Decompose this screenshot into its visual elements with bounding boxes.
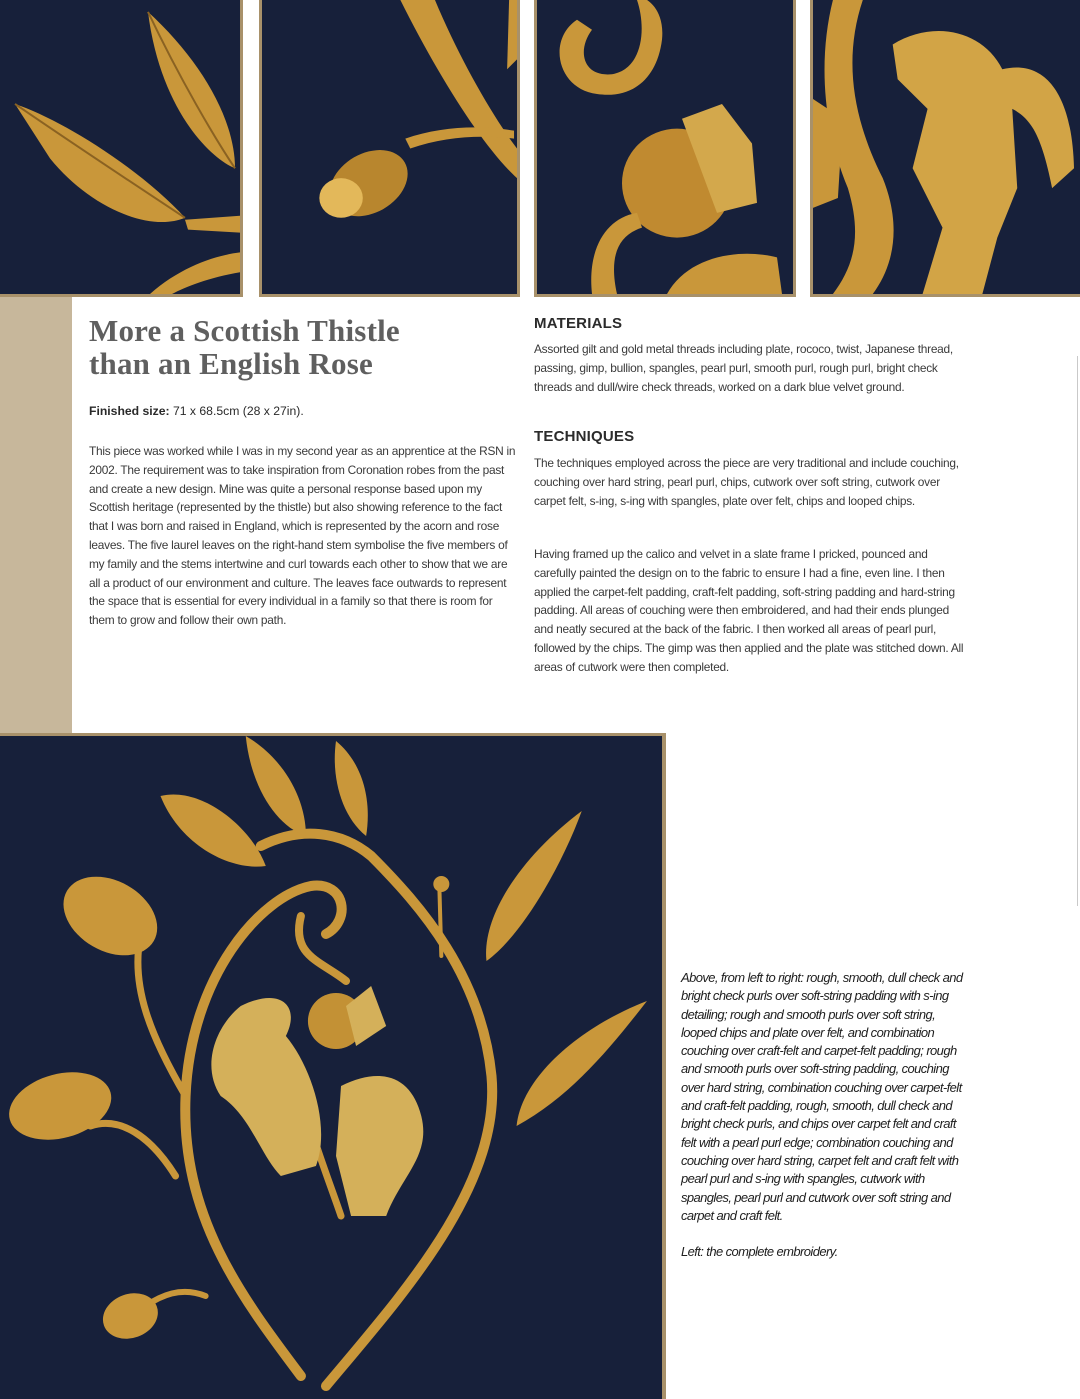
thistle-leaf-right <box>336 1076 423 1216</box>
finished-size-value: 71 x 68.5cm (28 x 27in). <box>169 404 304 418</box>
stem-shape <box>400 0 517 178</box>
caption-above: Above, from left to right: rough, smooth, dull check and bright check purls over soft-string padding with s-ing detailing; rough and smooth purls over soft string, looped chips and plate over felt, and combination couching over craft-felt and carpet-felt padding; rough and smooth purls over soft-string padding, couching over hard string, combination couching over carpet-felt and craft-felt padding, rough, smooth, dull check and bright check purls, and chips over carpet felt and craft felt with a pearl purl edge; combination couching and couching over hard string, carpet felt and craft felt with pearl purl and s-ing with spangles, cutwork with spangles, pearl purl and cutwork over soft string and carpet and craft felt. <box>681 970 963 1223</box>
acorn <box>96 1286 164 1346</box>
laurel-leaf <box>160 794 265 866</box>
detail-photo-thistle-head <box>534 0 796 297</box>
stem-shape <box>185 216 240 233</box>
acorn-embroidery-image <box>262 0 517 294</box>
laurel-leaf <box>335 741 368 836</box>
thistle-leaf-left <box>211 998 321 1176</box>
complete-embroidery-image <box>0 736 662 1399</box>
finished-size-label: Finished size: <box>89 404 170 418</box>
photo-caption <box>681 969 971 1261</box>
acorn-nut <box>319 178 362 218</box>
complete-embroidery-photo <box>0 733 666 1399</box>
title-line-2: than an English Rose <box>89 346 373 381</box>
leaves-embroidery-image <box>0 0 240 294</box>
leaf-shape <box>148 12 235 168</box>
caption-left: Left: the complete embroidery. <box>681 1244 838 1260</box>
stem-shape <box>591 213 642 294</box>
bud-stem <box>138 936 186 1096</box>
scroll-shape <box>560 0 663 95</box>
stem-shape <box>507 0 517 69</box>
bud-knob <box>433 876 449 892</box>
techniques-text: The techniques employed across the piece are very traditional and include couching, couching over hard string, pearl purl, chips, cutwork over soft string, cutwork over carpet felt, s-ing, s-ing with spangles, plate over felt, chips and looped chips. <box>534 456 959 508</box>
laurel-leaf <box>517 1001 647 1126</box>
story-paragraph: This piece was worked while I was in my second year as an apprentice at the RSN in 2002. The requirement was to take inspiration from Coronation robes from the past and create a new design. Mine was quite a personal response based upon my Scottish heritage (represented by the thistle) but also showing reference to the fact that I was born and raised in England, which is represented by the acorn and rose leaves. The five laurel leaves on the right-hand stem symbolise the five members of my family and the stems intertwine and curl towards each other to show that we are all a product of our environment and culture. The leaves face outwards to represent the space that is essential for every individual in a family so that there is room for them to grow and follow their own path. <box>89 444 516 628</box>
article-title <box>89 314 519 380</box>
materials-heading: MATERIALS <box>534 315 623 332</box>
process-text: Having framed up the calico and velvet in a slate frame I pricked, pounced and carefully painted the design on to the fabric to ensure I had a fine, even line. I then applied the carpet-felt padding, craft-felt padding, soft-string padding and hard-string padding. All areas of couching were then embroidered, and had their ends plunged and neatly secured at the back of the fabric. I then worked all areas of pearl purl, followed by the chips. The gimp was then applied and the plate was stitched down. All areas of cutwork were then completed. <box>534 547 964 674</box>
laurel-leaf <box>246 736 306 836</box>
detail-photo-thistle-leaf <box>810 0 1080 297</box>
rose-bud <box>49 861 171 972</box>
techniques-heading: TECHNIQUES <box>534 428 635 445</box>
finished-size <box>89 404 304 418</box>
bud-pin-stem <box>439 886 441 956</box>
detail-photo-leaves <box>0 0 243 297</box>
detail-photo-acorn <box>259 0 520 297</box>
decorative-sidebar <box>0 297 72 733</box>
thistle-leaf-shape <box>893 31 1074 294</box>
title-line-1: More a Scottish Thistle <box>89 313 400 348</box>
leaf-shape <box>667 254 782 294</box>
laurel-leaf <box>486 811 582 961</box>
page-edge-divider <box>1077 356 1078 906</box>
rose-leaf-stem <box>90 1123 175 1176</box>
thistle-head-embroidery-image <box>537 0 793 294</box>
thistle-leaf-embroidery-image <box>813 0 1080 294</box>
stem-shape <box>150 252 240 294</box>
materials-text: Assorted gilt and gold metal threads including plate, rococo, twist, Japanese thread, passing, gimp, bullion, spangles, pearl purl, smooth purl, rough purl, bright check threads and dull/wire check threads, worked on a dark blue velvet ground. <box>534 342 953 394</box>
rose-leaf <box>1 1062 118 1151</box>
